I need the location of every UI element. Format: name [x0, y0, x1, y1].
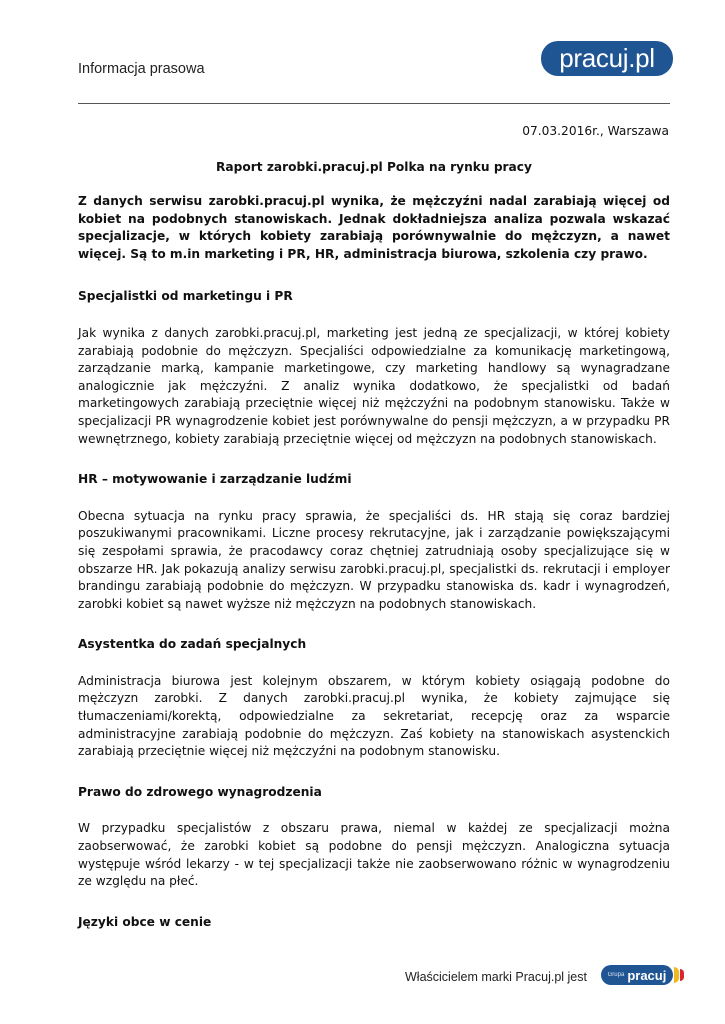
- logo-arc-red: [680, 969, 684, 981]
- section-heading-marketing: Specjalistki od marketingu i PR: [78, 289, 293, 304]
- header-title: Informacja prasowa: [78, 61, 205, 77]
- press-date: 07.03.2016r., Warszawa: [522, 124, 669, 138]
- section-heading-hr: HR – motywowanie i zarządzanie ludźmi: [78, 472, 352, 487]
- section-heading-assistant: Asystentka do zadań specjalnych: [78, 637, 307, 652]
- section-body-hr: Obecna sytuacja na rynku pracy sprawia, że specjaliści ds. HR stają się coraz bardziej poszukiwanymi pracownikami. Liczne procesy rekrutacyjne, jak i zarządzanie powiększającymi się zespołami sprawia, że pracodawcy coraz chętniej zatrudniają osoby specjalizujące się w obszarze HR. Jak pokazują analizy serwisu zarobki.pracuj.pl, specjalistki ds. rekrutacji i employer brandingu zarabiają podobnie do mężczyzn. W przypadku stanowiska ds. kadr i wynagrodzeń, zarobki kobiet są nawet wyższe niż mężczyzn na podobnych stanowiskach.: [78, 508, 670, 611]
- section-body-law: W przypadku specjalistów z obszaru prawa, niemal w każdej ze specjalizacji można zaobserwować, że zarobki kobiet są podobne do pensji mężczyzn. Analogiczna sytuacja występuje wśród lekarzy - w tej specjalizacji także nie zaobserwowano różnic w wynagrodzeniu ze względu na płeć.: [78, 821, 670, 889]
- section-heading-law: Prawo do zdrowego wynagrodzenia: [78, 784, 322, 799]
- article-content: [78, 193, 670, 950]
- footer-owner-text: Właścicielem marki Pracuj.pl jest: [405, 970, 587, 984]
- section-body-assistant: Administracja biurowa jest kolejnym obszarem, w którym kobiety osiągają podobne do mężczyzn zarobki. Z danych zarobki.pracuj.pl wynika, że kobiety zajmujące się tłumaczeniami/korektą, odpowiedzialne za sekretariat, recepcję oraz za wsparcie administracyjne zarabiają podobnie do mężczyzn. Zaś kobiety na stanowiskach asystenckich zarabiają przeciętnie więcej niż mężczyźni na podobnym stanowisku.: [78, 673, 670, 759]
- pracuj-logo[interactable]: pracuj.pl: [541, 41, 673, 76]
- section-body-marketing: Jak wynika z danych zarobki.pracuj.pl, marketing jest jedną ze specjalizacji, w której kobiety zarabiają podobnie do mężczyzn. Specjaliści odpowiedzialne za komunikację marketingową, zarządzanie marką, kampanie marketingowe, czy marketing handlowy są wynagradzane analogicznie jak mężczyźni. Z analiz wynika dodatkowo, że specjalistki od badań marketingowych zarabiają przeciętnie więcej niż mężczyźni na podobnym stanowisku. Także w specjalizacji PR wynagrodzenie kobiet jest porównywalne do pensji mężczyzn, a w przypadku PR wewnętrznego, kobiety zarabiają przeciętnie więcej od mężczyzn na podobnych stanowiskach.: [78, 325, 670, 446]
- grupa-label: Grupa: [607, 972, 625, 978]
- grupa-pracuj-logo[interactable]: [601, 964, 685, 986]
- report-title: Raport zarobki.pracuj.pl Polka na rynku pracy: [216, 160, 532, 174]
- grupa-pracuj-logo-pill: [601, 965, 673, 985]
- lead-paragraph: Z danych serwisu zarobki.pracuj.pl wynika, że mężczyźni nadal zarabiają więcej od kobiet na podobnych stanowiskach. Jednak dokładniejsza analiza pozwala wskazać specjalizacje, w których kobiety zarabiają porównywalnie do mężczyzn, a nawet więcej. Są to m.in marketing i PR, HR, administracja biurowa, szkolenia czy prawo.: [78, 194, 670, 261]
- section-heading-languages: Języki obce w cenie: [78, 914, 212, 929]
- header-rule: [78, 103, 670, 104]
- pracuj-label: pracuj: [627, 967, 667, 983]
- logo-arc-yellow: [674, 967, 679, 983]
